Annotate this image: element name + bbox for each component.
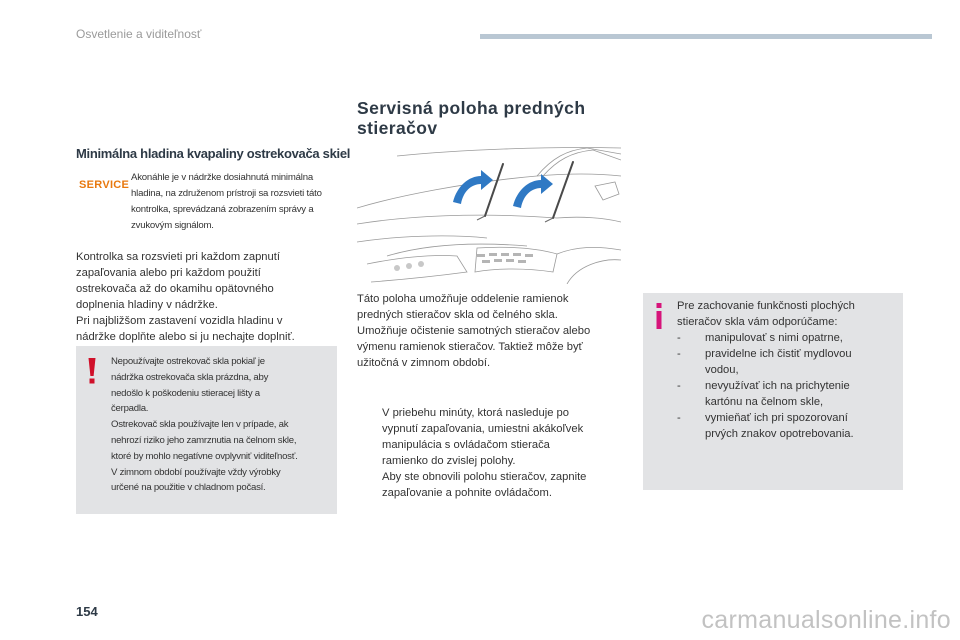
info-item-line: nevyužívať ich na prichytenie: [705, 380, 850, 392]
paragraph-line: zapaľovania alebo pri každom použití: [76, 267, 261, 279]
step-line: ramienko do zvislej polohy.: [382, 455, 516, 467]
info-list-item: [677, 378, 899, 410]
warning-line: čerpadla.: [111, 403, 149, 415]
service-position-heading: [357, 98, 627, 138]
info-text: [677, 298, 899, 442]
instruction-step: [357, 469, 627, 501]
info-list-item: [677, 346, 899, 378]
warning-line: nedošlo k poškodeniu stieracej lišty a: [111, 387, 260, 399]
paragraph-line: užitočná v zimnom období.: [357, 357, 491, 369]
header-bar: [480, 34, 932, 39]
info-item-line: kartónu na čelnom skle,: [705, 396, 824, 408]
section-title: Osvetlenie a viditeľnosť: [76, 27, 202, 41]
paragraph-line: Táto poloha umožňuje oddelenie ramienok: [357, 293, 569, 305]
paragraph-line: Umožňuje očistenie samotných stieračov alebo: [357, 325, 591, 337]
dash-marker: -: [677, 332, 681, 344]
instruction-steps: [357, 405, 627, 501]
washer-level-paragraph: [76, 249, 338, 345]
exclamation-icon: [88, 358, 96, 384]
step-line: V priebehu minúty, ktorá nasleduje po: [382, 407, 569, 419]
info-list-item: [677, 410, 899, 442]
info-item-line: prvých znakov opotrebovania.: [705, 428, 854, 440]
info-intro-line: stieračov skla vám odporúčame:: [677, 316, 838, 328]
service-warning-icon: SERVICE: [79, 179, 130, 191]
paragraph-line: výmenu ramienok stieračov. Taktiež môže byť: [357, 341, 583, 353]
info-item-line: vodou,: [705, 364, 739, 376]
info-icon: [655, 303, 663, 329]
warning-line: nehrozí riziko jeho zamrznutia na čelnom skle,: [111, 434, 297, 446]
paragraph-line: predných stieračov skla od čelného skla.: [357, 309, 558, 321]
info-list-item: [677, 330, 899, 346]
info-item-line: vymieňať ich pri spozorovaní: [705, 412, 848, 424]
info-item-line: pravidelne ich čistiť mydlovou: [705, 348, 852, 360]
step-line: Aby ste obnovili polohu stieračov, zapnite: [382, 471, 587, 483]
warning-line: určené na použitie v chladnom počasí.: [111, 482, 266, 494]
watermark: carmanualsonline.info: [701, 606, 951, 634]
instruction-step: [357, 405, 627, 469]
info-box: [643, 293, 903, 490]
dash-marker: -: [677, 412, 681, 424]
step-line: vypnutí zapaľovania, umiestni akákoľvek: [382, 423, 584, 435]
service-position-paragraph: [357, 291, 627, 371]
paragraph-line: doplnenia hladiny v nádržke.: [76, 299, 218, 311]
dash-marker: -: [677, 380, 681, 392]
warning-line: V zimnom období používajte vždy výrobky: [111, 466, 281, 478]
step-line: manipulácia s ovládačom stierača: [382, 439, 550, 451]
dash-marker: -: [677, 348, 681, 360]
info-item-line: manipulovať s nimi opatrne,: [705, 332, 843, 344]
service-description: Akonáhle je v nádržke dosiahnutá minimálna hladina, na združenom prístroji sa rozsvieti táto kontrolka, sprevádzaná zobrazením správy a zvukovým signálom.: [131, 172, 322, 231]
heading-line: Servisná poloha predných: [357, 98, 586, 118]
warning-box: [76, 346, 337, 514]
page-number: 154: [76, 604, 98, 619]
warning-line: ktoré by mohlo negatívne ovplyvniť viditeľnosť.: [111, 450, 298, 462]
wiper-service-position-illustration: [357, 146, 621, 284]
paragraph-line: Kontrolka sa rozsvieti pri každom zapnutí: [76, 251, 280, 263]
paragraph-line: Pri najbližšom zastavení vozidla hladinu v: [76, 315, 283, 327]
step-line: zapaľovanie a pohnite ovládačom.: [382, 487, 552, 499]
info-intro-line: Pre zachovanie funkčnosti plochých: [677, 300, 855, 312]
paragraph-line: nádržke doplňte alebo si ju nechajte doplniť.: [76, 331, 295, 343]
washer-level-heading: Minimálna hladina kvapaliny ostrekovača skiel: [76, 146, 351, 161]
warning-line: Ostrekovač skla používajte len v prípade, ak: [111, 419, 289, 431]
warning-line: Nepoužívajte ostrekovač skla pokiaľ je: [111, 356, 265, 367]
paragraph-line: ostrekovača až do okamihu opätovného: [76, 283, 274, 295]
warning-line: nádržka ostrekovača skla prázdna, aby: [111, 371, 269, 383]
warning-text: [111, 354, 333, 496]
heading-line: stieračov: [357, 118, 438, 138]
